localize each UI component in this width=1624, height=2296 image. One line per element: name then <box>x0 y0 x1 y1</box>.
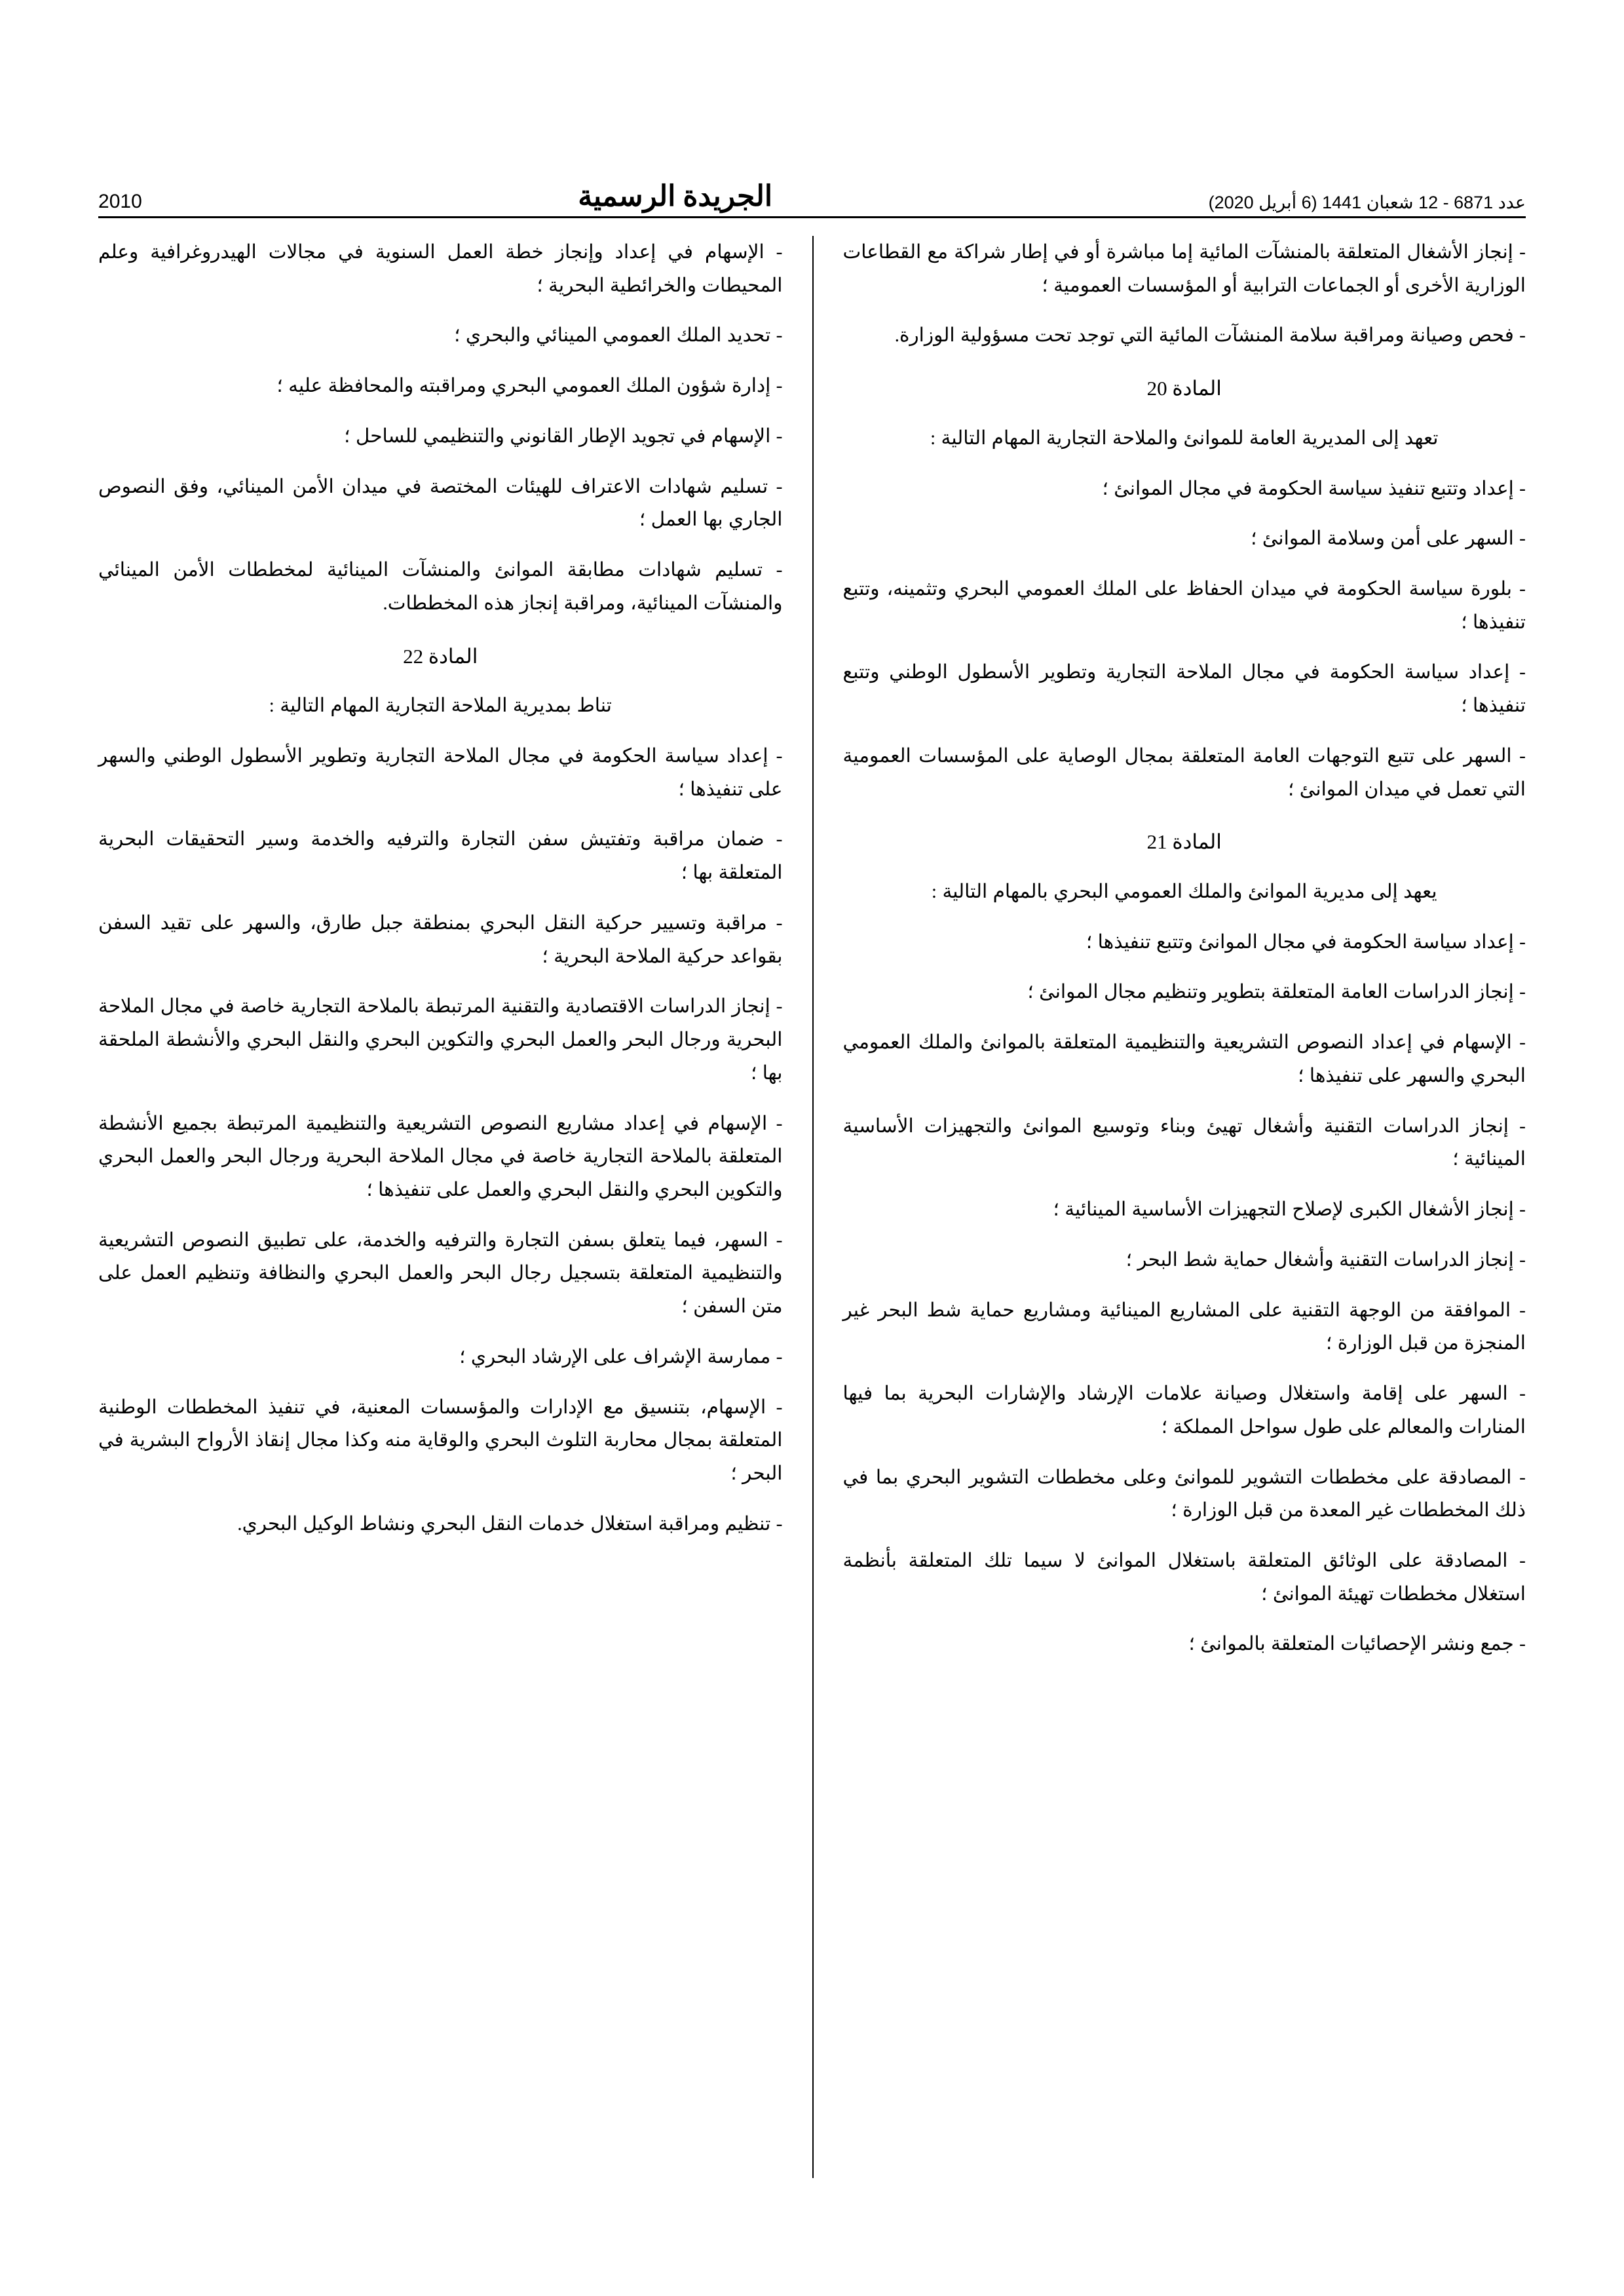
list-item: - السهر، فيما يتعلق بسفن التجارة والترفيه والخدمة، على تطبيق النصوص التشريعية والتنظيمية المتعلقة بتسجيل رجال البحر والعمل البحري والنظافة وتنظيم العمل على متن السفن ؛ <box>98 1229 783 1318</box>
list-item: - المصادقة على الوثائق المتعلقة باستغلال الموانئ لا سيما تلك المتعلقة بأنظمة استغلال مخططات تهيئة الموانئ ؛ <box>842 1550 1526 1605</box>
list-item: - الإسهام في إعداد مشاريع النصوص التشريعية والتنظيمية المرتبطة بجميع الأنشطة المتعلقة بالملاحة التجارية خاصة في مجال الملاحة البحرية ورجال البحر والعمل البحري والتكوين البحري والنقل البحري والعمل على تنفيذها ؛ <box>98 1113 783 1201</box>
paragraph-lead: تناط بمديرية الملاحة التجارية المهام التالية : <box>269 695 612 717</box>
list-item: - جمع ونشر الإحصائيات المتعلقة بالموانئ ؛ <box>1188 1634 1526 1655</box>
column-right <box>812 236 1526 2178</box>
list-item: - الإسهام في إعداد وإنجاز خطة العمل السنوية في مجالات الهيدروغرافية وعلم المحيطات والخرائطية البحرية ؛ <box>98 242 783 296</box>
list-item: - تنظيم ومراقبة استغلال خدمات النقل البحري ونشاط الوكيل البحري. <box>237 1513 783 1535</box>
list-item: - بلورة سياسة الحكومة في ميدان الحفاظ على الملك العمومي البحري وتثمينه، وتتبع تنفيذها ؛ <box>842 579 1526 633</box>
article-heading: المادة 21 <box>1146 830 1222 854</box>
list-item: - إعداد سياسة الحكومة في مجال الموانئ وتتبع تنفيذها ؛ <box>1086 931 1526 953</box>
list-item: - تسليم شهادات الاعتراف للهيئات المختصة في ميدان الأمن المينائي، وفق النصوص الجاري بها العمل ؛ <box>98 476 783 531</box>
list-item: - إنجاز الدراسات التقنية وأشغال حماية شط البحر ؛ <box>1125 1249 1526 1271</box>
page-header <box>98 167 1526 213</box>
publication-title: الجريدة الرسمية <box>578 180 773 212</box>
page-number: 2010 <box>98 191 142 212</box>
list-item: - إعداد سياسة الحكومة في مجال الملاحة التجارية وتطوير الأسطول الوطني وتتبع تنفيذها ؛ <box>842 662 1526 717</box>
list-item: - السهر على أمن وسلامة الموانئ ؛ <box>1251 528 1526 550</box>
list-item: - الإسهام في تجويد الإطار القانوني والتنظيمي للساحل ؛ <box>344 425 783 447</box>
list-item: - السهر على تتبع التوجهات العامة المتعلقة بمجال الوصاية على المؤسسات العمومية التي تعمل في ميدان الموانئ ؛ <box>842 745 1526 800</box>
article-heading: المادة 20 <box>1146 377 1222 400</box>
paragraph-lead: يعهد إلى مديرية الموانئ والملك العمومي البحري بالمهام التالية : <box>931 881 1437 902</box>
list-item: - الإسهام في إعداد النصوص التشريعية والتنظيمية المتعلقة بالموانئ والملك العمومي البحري والسهر على تنفيذها ؛ <box>842 1032 1526 1086</box>
list-item: - ممارسة الإشراف على الإرشاد البحري ؛ <box>459 1346 783 1368</box>
list-item: - إدارة شؤون الملك العمومي البحري ومراقبته والمحافظة عليه ؛ <box>276 375 783 397</box>
list-item: - إنجاز الدراسات الاقتصادية والتقنية المرتبطة بالملاحة التجارية خاصة في مجال الملاحة البحرية ورجال البحر والعمل البحري والتكوين البحري والنقل البحري والأنشطة الملحقة بها ؛ <box>98 996 783 1084</box>
list-item: - الإسهام، بتنسيق مع الإدارات والمؤسسات المعنية، في تنفيذ المخططات الوطنية المتعلقة بمجال محاربة التلوث البحري والوقاية منه وكذا مجال إنقاذ الأرواح البشرية في البحر ؛ <box>98 1396 783 1485</box>
list-item: - إعداد سياسة الحكومة في مجال الملاحة التجارية وتطوير الأسطول الوطني والسهر على تنفيذها ؛ <box>98 745 783 800</box>
issue-info: عدد 6871 - 12 شعبان 1441 (6 أبريل 2020) <box>1208 193 1526 212</box>
header-divider <box>98 216 1526 218</box>
list-item: - السهر على إقامة واستغلال وصيانة علامات الإرشاد والإشارات البحرية بما فيها المنارات والمعالم على طول سواحل المملكة ؛ <box>842 1383 1526 1438</box>
list-item: - فحص وصيانة ومراقبة سلامة المنشآت المائية التي توجد تحت مسؤولية الوزارة. <box>894 325 1526 347</box>
list-item: - المصادقة على مخططات التشوير للموانئ وعلى مخططات التشوير البحري بما في ذلك المخططات غير المعدة من قبل الوزارة ؛ <box>842 1466 1526 1521</box>
list-item: - إنجاز الأشغال المتعلقة بالمنشآت المائية إما مباشرة أو في إطار شراكة مع القطاعات الوزارية الأخرى أو الجماعات الترابية أو المؤسسات العمومية ؛ <box>842 242 1526 296</box>
list-item: - إنجاز الدراسات التقنية وأشغال تهيئ وبناء وتوسيع الموانئ والتجهيزات الأساسية المينائية ؛ <box>842 1115 1526 1170</box>
column-left <box>98 236 812 2178</box>
paragraph-lead: تعهد إلى المديرية العامة للموانئ والملاحة التجارية المهام التالية : <box>930 427 1439 449</box>
list-item: - إنجاز الأشغال الكبرى لإصلاح التجهيزات الأساسية المينائية ؛ <box>1053 1199 1526 1221</box>
list-item: - إعداد وتتبع تنفيذ سياسة الحكومة في مجال الموانئ ؛ <box>1102 478 1526 499</box>
article-heading: المادة 22 <box>403 644 478 668</box>
list-item: - مراقبة وتسيير حركية النقل البحري بمنطقة جبل طارق، والسهر على تقيد السفن بقواعد حركية الملاحة البحرية ؛ <box>98 912 783 967</box>
list-item: - تسليم شهادات مطابقة الموانئ والمنشآت المينائية لمخططات الأمن المينائي والمنشآت المينائية، ومراقبة إنجاز هذه المخططات. <box>98 560 783 614</box>
list-item: - ضمان مراقبة وتفتيش سفن التجارة والترفيه والخدمة وسير التحقيقات البحرية المتعلقة بها ؛ <box>98 829 783 884</box>
list-item: - الموافقة من الوجهة التقنية على المشاريع المينائية ومشاريع حماية شط البحر غير المنجزة من قبل الوزارة ؛ <box>842 1299 1526 1354</box>
list-item: - إنجاز الدراسات العامة المتعلقة بتطوير وتنظيم مجال الموانئ ؛ <box>1027 982 1526 1003</box>
list-item: - تحديد الملك العمومي المينائي والبحري ؛ <box>454 325 783 347</box>
page-columns <box>98 236 1526 2178</box>
